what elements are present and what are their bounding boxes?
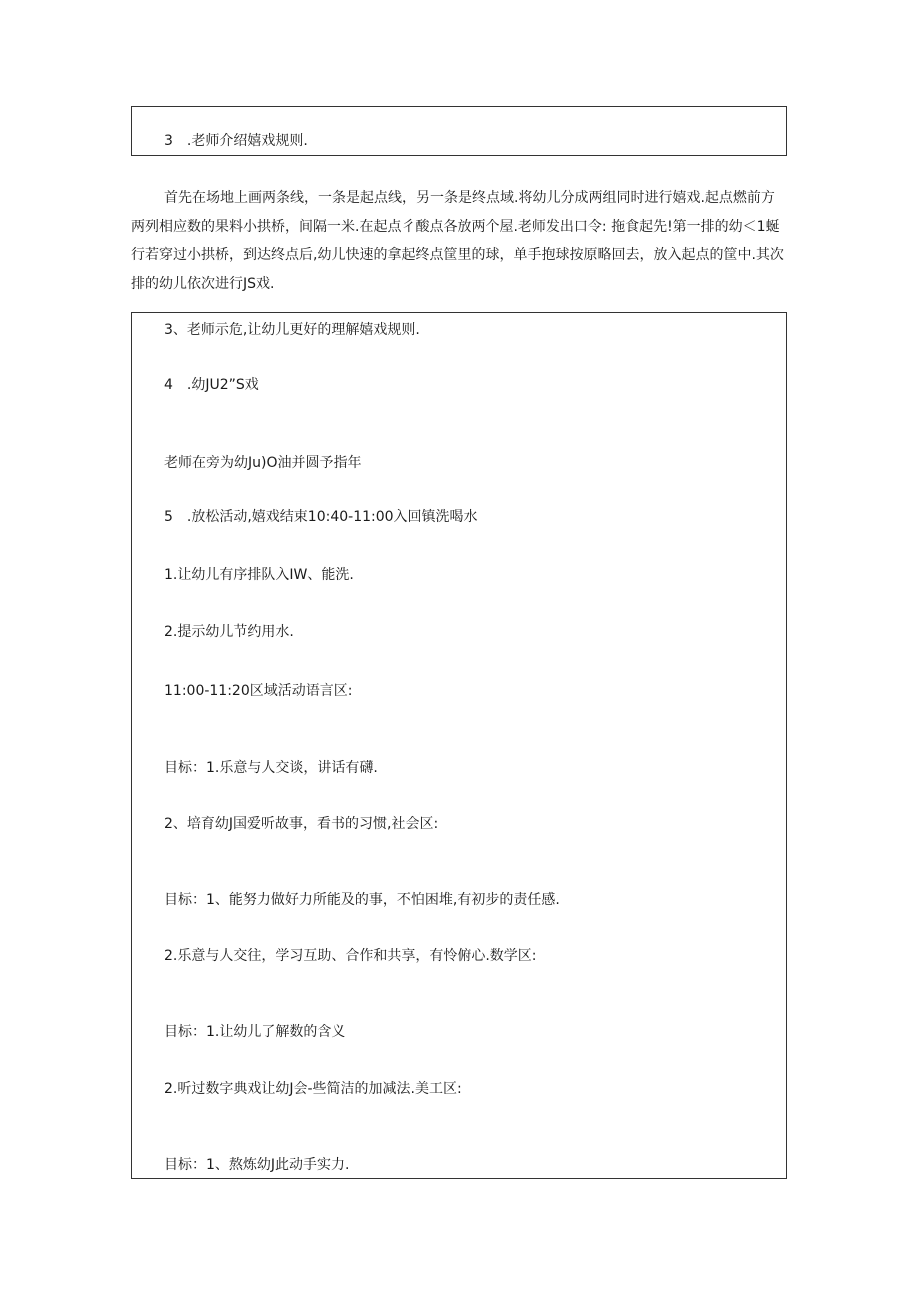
text-line: 1.让幼儿有序排队入IW、能洗. [164, 567, 354, 583]
text-line: 2、培育幼J国爱听故事，看书的习惯,社会区: [164, 816, 439, 832]
text-line: 老师在旁为幼Ju)O油并圆予指年 [164, 455, 362, 471]
text-line: 目标：1.让幼儿了解数的含义 [164, 1024, 346, 1040]
text-line: 5 .放松活动,嬉戏结束10:40-11:00入回镇洗喝水 [164, 509, 478, 525]
text-line: 11:00-11:20区域活动语言区: [164, 683, 353, 699]
text-line: 3、老师示危,让幼儿更好的理解嬉戏规则. [164, 322, 420, 338]
text-line: 目标：1、能努力做好力所能及的事，不怕困堆,有初步的责任感. [164, 892, 560, 908]
text-line: 2.乐意与人交往，学习互助、合作和共享，有怜俯心.数学区: [164, 948, 537, 964]
body-paragraph: 首先在场地上画两条线，一条是起点线，另一条是终点域.将幼儿分成两组同时进行嬉戏.起点燃前方两列相应数的果料小拱桥，间隔一米.在起点彳酸点各放两个屋.老师发出口令: 拖食起先!第一排的幼＜1蜒行若穿过小拱桥，到达终点后,幼儿快速的拿起终点筐里的球，单手抱球按原略回去，放入起点的筐中.其次排的幼儿依次进行JS戏. [131, 190, 784, 292]
text-line: 2.听过数字典戏让幼J会-些简洁的加减法.美工区: [164, 1081, 462, 1097]
step-3-line: 3 .老师介绍嬉戏规则. [164, 133, 308, 149]
text-line: 目标：1.乐意与人交谈，讲话有礴. [164, 760, 378, 776]
table-box-top [131, 106, 787, 156]
text-line: 2.提示幼儿节约用水. [164, 624, 294, 640]
text-line: 4 .幼JU2”S戏 [164, 377, 259, 393]
table-box-main [131, 312, 787, 1179]
text-line: 目标：1、熬炼幼J此动手实力. [164, 1157, 350, 1173]
